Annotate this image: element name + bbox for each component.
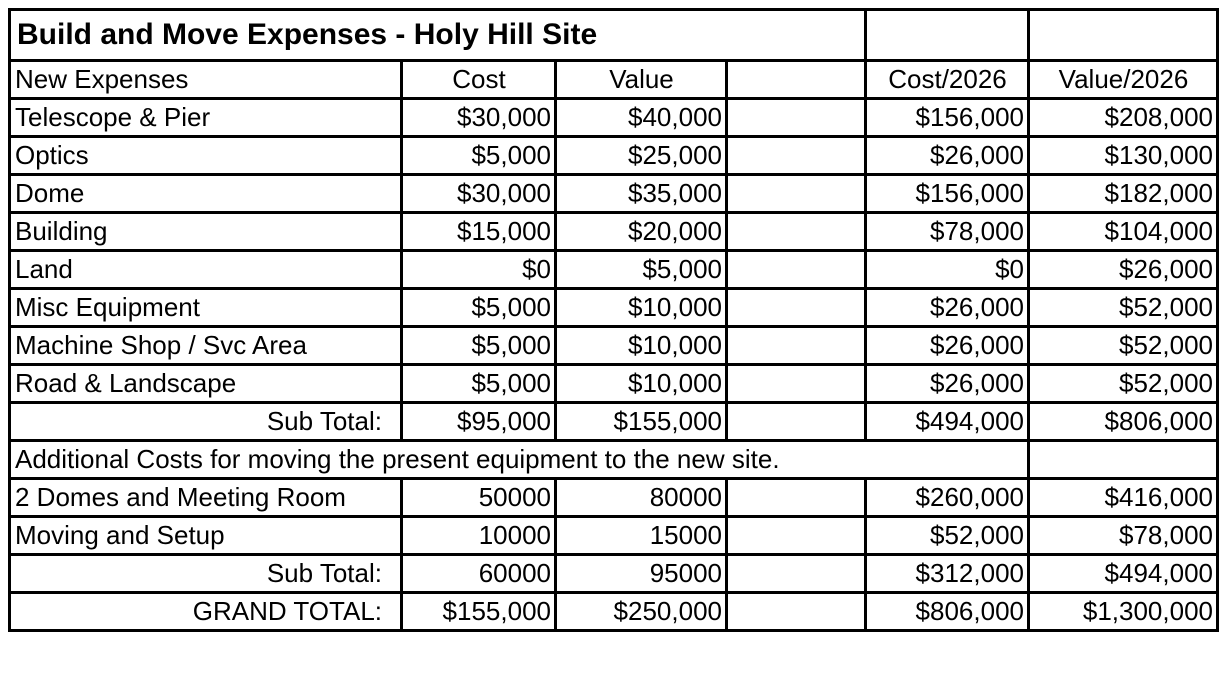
- cost-cell: $5,000: [402, 137, 556, 175]
- empty-cell: [1029, 441, 1218, 479]
- expenses-table: [8, 8, 1219, 632]
- value-2026-cell: $130,000: [1029, 137, 1218, 175]
- empty-cell: [727, 365, 866, 403]
- value-2026-cell: $208,000: [1029, 99, 1218, 137]
- subtotal-label: Sub Total:: [10, 555, 402, 593]
- empty-cell: [727, 175, 866, 213]
- grand-total-row: [10, 593, 1218, 631]
- value-cell: 15000: [556, 517, 727, 555]
- cost-2026-cell: $156,000: [866, 99, 1029, 137]
- cost-2026-cell: $26,000: [866, 365, 1029, 403]
- cost-cell: 10000: [402, 517, 556, 555]
- empty-cell: [727, 517, 866, 555]
- header-value: Value: [556, 61, 727, 99]
- cost-2026-cell: $78,000: [866, 213, 1029, 251]
- value-cell: $40,000: [556, 99, 727, 137]
- empty-cell: [727, 251, 866, 289]
- table-row: [10, 289, 1218, 327]
- item-cell: Optics: [10, 137, 402, 175]
- value-cell: $20,000: [556, 213, 727, 251]
- cost-cell: $0: [402, 251, 556, 289]
- cost-cell: $5,000: [402, 365, 556, 403]
- table-row: [10, 137, 1218, 175]
- subtotal-cost: 60000: [402, 555, 556, 593]
- item-cell: Dome: [10, 175, 402, 213]
- empty-cell: [727, 213, 866, 251]
- table-row: [10, 327, 1218, 365]
- table-row: [10, 365, 1218, 403]
- header-item: New Expenses: [10, 61, 402, 99]
- value-cell: $25,000: [556, 137, 727, 175]
- subtotal-value: $155,000: [556, 403, 727, 441]
- cost-cell: $5,000: [402, 327, 556, 365]
- value-2026-cell: $52,000: [1029, 365, 1218, 403]
- item-cell: 2 Domes and Meeting Room: [10, 479, 402, 517]
- value-cell: $5,000: [556, 251, 727, 289]
- grand-total-value-2026: $1,300,000: [1029, 593, 1218, 631]
- cost-cell: $30,000: [402, 175, 556, 213]
- value-2026-cell: $182,000: [1029, 175, 1218, 213]
- cost-cell: $30,000: [402, 99, 556, 137]
- empty-cell: [727, 327, 866, 365]
- value-2026-cell: $104,000: [1029, 213, 1218, 251]
- table-row: [10, 517, 1218, 555]
- cost-2026-cell: $156,000: [866, 175, 1029, 213]
- value-2026-cell: $26,000: [1029, 251, 1218, 289]
- empty-cell: [727, 137, 866, 175]
- empty-cell: [727, 555, 866, 593]
- cost-cell: $15,000: [402, 213, 556, 251]
- grand-total-cost: $155,000: [402, 593, 556, 631]
- subtotal-label: Sub Total:: [10, 403, 402, 441]
- header-row: [10, 61, 1218, 99]
- value-cell: $10,000: [556, 327, 727, 365]
- header-value-2026: Value/2026: [1029, 61, 1218, 99]
- cost-2026-cell: $0: [866, 251, 1029, 289]
- item-cell: Machine Shop / Svc Area: [10, 327, 402, 365]
- empty-cell: [866, 10, 1029, 61]
- cost-cell: $5,000: [402, 289, 556, 327]
- subtotal-cost-2026: $494,000: [866, 403, 1029, 441]
- cost-2026-cell: $260,000: [866, 479, 1029, 517]
- cost-2026-cell: $26,000: [866, 327, 1029, 365]
- value-cell: $35,000: [556, 175, 727, 213]
- item-cell: Road & Landscape: [10, 365, 402, 403]
- additional-costs-heading: Additional Costs for moving the present equipment to the new site.: [10, 441, 1029, 479]
- empty-cell: [727, 99, 866, 137]
- header-cost-2026: Cost/2026: [866, 61, 1029, 99]
- cost-2026-cell: $26,000: [866, 289, 1029, 327]
- item-cell: Telescope & Pier: [10, 99, 402, 137]
- value-2026-cell: $416,000: [1029, 479, 1218, 517]
- subtotal-cost: $95,000: [402, 403, 556, 441]
- grand-total-label: GRAND TOTAL:: [10, 593, 402, 631]
- value-2026-cell: $78,000: [1029, 517, 1218, 555]
- header-cost: Cost: [402, 61, 556, 99]
- subtotal-value: 95000: [556, 555, 727, 593]
- value-2026-cell: $52,000: [1029, 289, 1218, 327]
- grand-total-value: $250,000: [556, 593, 727, 631]
- item-cell: Building: [10, 213, 402, 251]
- value-2026-cell: $52,000: [1029, 327, 1218, 365]
- table-title: Build and Move Expenses - Holy Hill Site: [10, 10, 727, 61]
- value-cell: 80000: [556, 479, 727, 517]
- cost-2026-cell: $26,000: [866, 137, 1029, 175]
- table-row: [10, 213, 1218, 251]
- title-row: [10, 10, 1218, 61]
- subtotal-row: [10, 403, 1218, 441]
- empty-cell: [727, 593, 866, 631]
- empty-cell: [727, 479, 866, 517]
- empty-cell: [727, 289, 866, 327]
- item-cell: Misc Equipment: [10, 289, 402, 327]
- table-row: [10, 251, 1218, 289]
- empty-cell: [727, 10, 866, 61]
- empty-cell: [727, 403, 866, 441]
- table-row: [10, 175, 1218, 213]
- empty-cell: [1029, 10, 1218, 61]
- cost-2026-cell: $52,000: [866, 517, 1029, 555]
- subtotal-value-2026: $494,000: [1029, 555, 1218, 593]
- item-cell: Moving and Setup: [10, 517, 402, 555]
- value-cell: $10,000: [556, 365, 727, 403]
- table-row: [10, 479, 1218, 517]
- grand-total-cost-2026: $806,000: [866, 593, 1029, 631]
- empty-cell: [727, 61, 866, 99]
- table-row: [10, 99, 1218, 137]
- subtotal-row: [10, 555, 1218, 593]
- value-cell: $10,000: [556, 289, 727, 327]
- item-cell: Land: [10, 251, 402, 289]
- subtotal-cost-2026: $312,000: [866, 555, 1029, 593]
- section-heading-row: [10, 441, 1218, 479]
- cost-cell: 50000: [402, 479, 556, 517]
- subtotal-value-2026: $806,000: [1029, 403, 1218, 441]
